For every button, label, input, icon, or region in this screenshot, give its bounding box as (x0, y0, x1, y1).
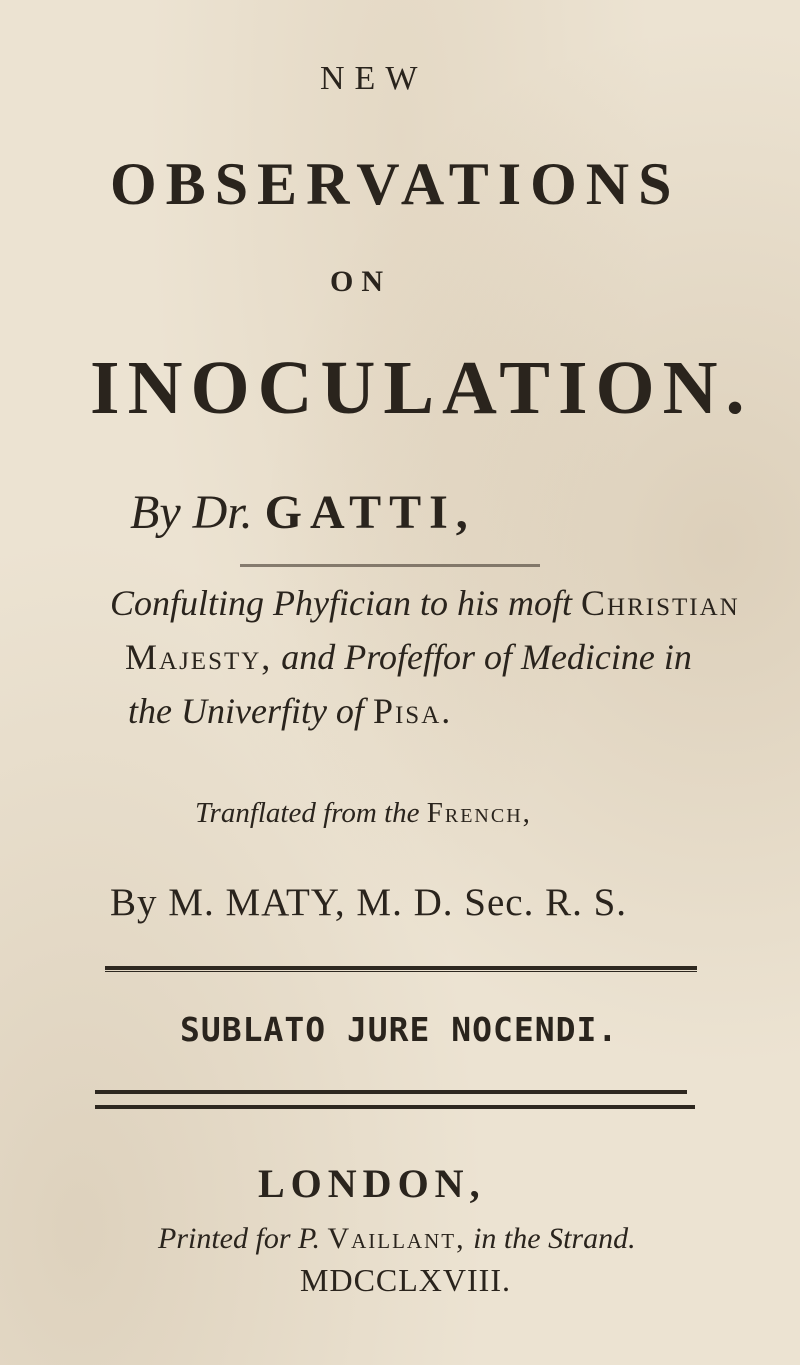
double-rule-top-thin (105, 971, 697, 972)
author-title: Dr. (192, 486, 253, 539)
translated-b: French, (426, 797, 532, 829)
author-line (130, 485, 476, 540)
description-2a: Majesty, (125, 637, 273, 677)
description-3b: Pisa. (372, 691, 453, 731)
imprint-a: Printed for P. (158, 1222, 320, 1255)
imprint-city: LONDON, (258, 1161, 486, 1206)
motto: SUBLATO JURE NOCENDI. (180, 1010, 619, 1049)
translated-a: Tranflated from the (195, 797, 420, 829)
translator-line: By M. MATY, M. D. Sec. R. S. (110, 881, 628, 924)
imprint-b: Vaillant, (327, 1222, 466, 1255)
double-rule-bottom-2 (95, 1105, 695, 1109)
title-line-new: NEW (320, 60, 428, 97)
double-rule-top (105, 966, 697, 970)
translated-line (195, 797, 532, 830)
author-name: GATTI, (264, 486, 476, 539)
description-1b: Christian (581, 583, 740, 623)
imprint-line (158, 1222, 636, 1256)
imprint-year: MDCCLXVIII. (300, 1262, 511, 1298)
author-rule (240, 564, 540, 567)
description-line-3 (128, 690, 452, 732)
description-line-1 (110, 582, 740, 624)
title-line-inoculation: INOCULATION. (90, 346, 753, 430)
imprint-c: in the Strand. (473, 1222, 636, 1255)
double-rule-bottom-1 (95, 1090, 687, 1094)
description-1a: Confulting Phyfician to his moft (110, 583, 572, 623)
description-line-2 (125, 636, 692, 678)
title-line-on: ON (330, 265, 391, 298)
title-line-observations: OBSERVATIONS (110, 151, 681, 217)
description-3a: the Univerfity of (128, 691, 364, 731)
author-by: By (130, 486, 181, 539)
description-2b: and Profeffor of Medicine in (281, 637, 692, 677)
